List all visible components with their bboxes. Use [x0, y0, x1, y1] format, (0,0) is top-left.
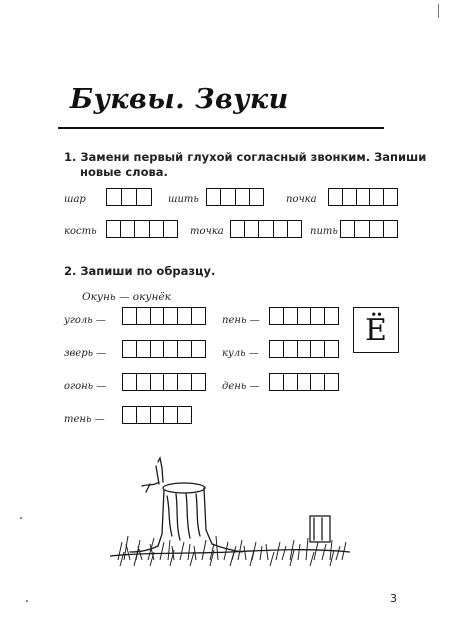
- task-2-answer-boxes[interactable]: [122, 373, 206, 391]
- task-1-word: почка: [286, 194, 317, 205]
- task-1-answer-boxes[interactable]: [106, 220, 178, 238]
- task-2-word: уголь —: [64, 315, 106, 326]
- task-1-answer-boxes[interactable]: [206, 188, 264, 206]
- task-1-answer-boxes[interactable]: [230, 220, 302, 238]
- task-2-answer-boxes[interactable]: [122, 307, 206, 325]
- task-2-answer-boxes[interactable]: [122, 340, 206, 358]
- task-2-answer-boxes[interactable]: [269, 373, 339, 391]
- task-1-word: шить: [168, 194, 199, 205]
- task-2-answer-boxes[interactable]: [269, 307, 339, 325]
- scan-speck: [20, 517, 22, 519]
- task-1-answer-boxes[interactable]: [106, 188, 152, 206]
- task-1-word: шар: [64, 194, 86, 205]
- task-2-word: куль —: [222, 348, 259, 359]
- task-2-answer-boxes[interactable]: [122, 406, 192, 424]
- task-1-text-line2: новые слова.: [80, 165, 168, 179]
- scan-speck: [26, 600, 28, 602]
- title-underline: [58, 127, 384, 129]
- page-title: Буквы. Звуки: [70, 84, 289, 115]
- page-edge-line: [438, 4, 439, 18]
- task-1-instruction: [64, 150, 426, 180]
- tree-stumps-in-grass-illustration: [110, 456, 350, 574]
- task-2-number: 2.: [64, 264, 77, 278]
- task-2-word: огонь —: [64, 381, 107, 392]
- task-1-text-line1: Замени первый глухой согласный звонким. Запиши: [80, 150, 427, 164]
- letter-yo-card: Ё: [353, 307, 399, 353]
- page-number: 3: [390, 592, 397, 605]
- task-2-example: Окунь — окунёк: [82, 291, 171, 303]
- task-1-word: пить: [310, 226, 338, 237]
- task-2-text: Запиши по образцу.: [80, 264, 216, 278]
- task-2-answer-boxes[interactable]: [269, 340, 339, 358]
- task-1-answer-boxes[interactable]: [340, 220, 398, 238]
- task-2-instruction: [64, 264, 215, 279]
- task-2-word: тень —: [64, 414, 105, 425]
- task-1-word: точка: [190, 226, 224, 237]
- task-1-number: 1.: [64, 150, 77, 164]
- task-1-word: кость: [64, 226, 97, 237]
- task-2-word: зверь —: [64, 348, 107, 359]
- task-1-answer-boxes[interactable]: [328, 188, 398, 206]
- task-2-word: день —: [222, 381, 260, 392]
- task-2-word: пень —: [222, 315, 260, 326]
